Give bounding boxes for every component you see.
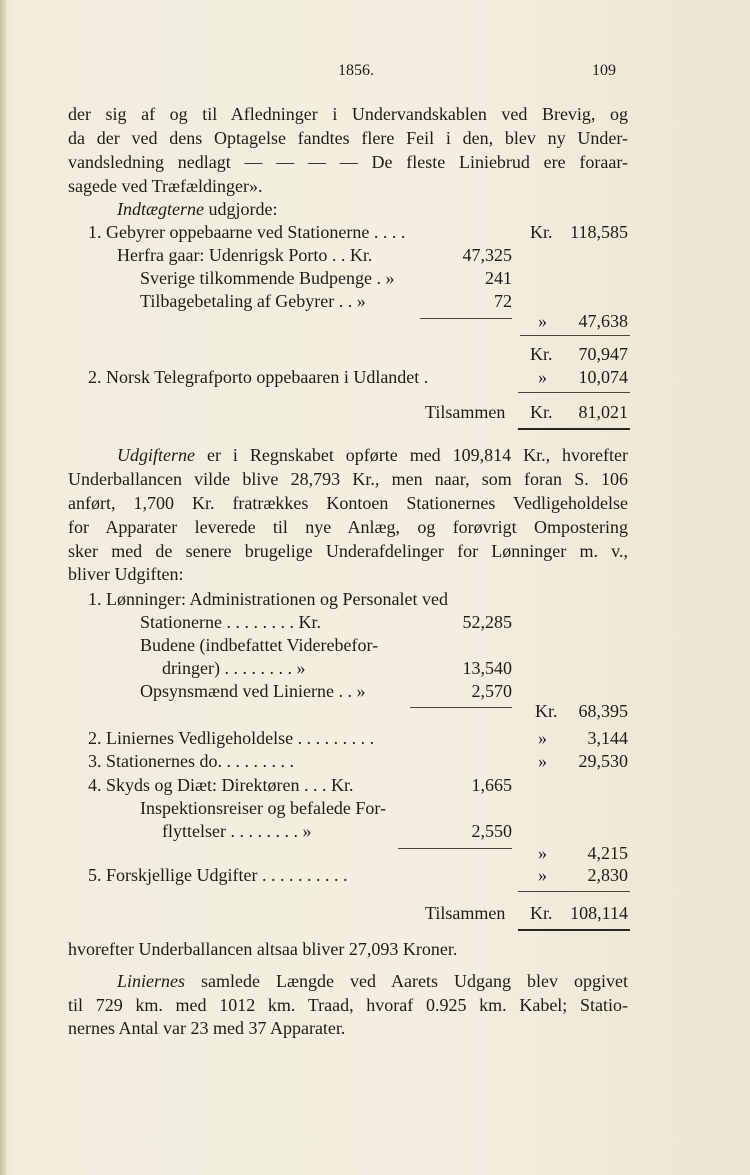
expense-4-total: 4,215 <box>587 843 628 863</box>
expenses-intro-line-5: sker med de senere brugelige Underafdelinger for Lønninger m. v., <box>68 541 628 561</box>
expense-1-currency: Kr. <box>535 701 558 721</box>
expenses-heading-italic: Udgifterne <box>117 445 195 465</box>
expense-item-4-value: 1,665 <box>471 775 512 795</box>
lines-para-line-3: nernes Antal var 23 med 37 Apparater. <box>68 1018 346 1038</box>
income-total-label: Tilsammen <box>425 402 506 422</box>
income-total-rule-bottom <box>518 428 630 430</box>
expense-item-3-mark: » <box>538 751 547 771</box>
page-edge <box>0 0 6 1175</box>
intro-line-3: vandsledning nedlagt — — — — De fleste Liniebrud ere foraar- <box>68 152 628 172</box>
income-sverige-label: Sverige tilkommende Budpenge . » <box>140 268 395 288</box>
expenses-intro-line-6: bliver Udgiften: <box>68 564 184 584</box>
income-item-1-currency: Kr. <box>530 222 553 242</box>
expense-item-2-mark: » <box>538 728 547 748</box>
income-herfra-label: Herfra gaar: Udenrigsk Porto . . Kr. <box>117 245 373 265</box>
lines-para-line-1 <box>117 970 628 992</box>
income-net-currency: Kr. <box>530 344 553 364</box>
expense-4b-label-1: Inspektionsreiser og befalede For- <box>140 798 387 818</box>
expense-1c-value: 2,570 <box>471 681 512 701</box>
expense-1-total: 68,395 <box>578 701 628 721</box>
expense-1-rule <box>410 707 512 708</box>
intro-line-1: der sig af og til Afledninger i Undervandskablen ved Brevig, og <box>68 104 628 124</box>
lines-para-line-2: til 729 km. med 1012 km. Traad, hvoraf 0.925 km. Kabel; Statio- <box>68 995 628 1015</box>
expense-4b-label-2: flyttelser . . . . . . . . » <box>162 821 312 841</box>
expense-item-2-label: 2. Liniernes Vedligeholdelse . . . . . . . . . <box>88 728 375 748</box>
expense-total-value: 108,114 <box>570 903 628 923</box>
expense-1a-label: Stationerne . . . . . . . . Kr. <box>140 612 321 632</box>
expense-item-3-value: 29,530 <box>578 751 628 771</box>
income-deduct-total: 47,638 <box>578 311 628 331</box>
intro-line-2: da der ved dens Optagelse fandtes flere Feil i den, blev ny Under- <box>68 128 628 148</box>
expenses-intro-first-rest: er i Regnskabet opførte med 109,814 Kr., hvorefter <box>206 445 628 465</box>
expense-item-5-label: 5. Forskjellige Udgifter . . . . . . . . . . <box>88 865 348 885</box>
income-item-2-mark: » <box>538 367 547 387</box>
expenses-intro-line-2: Underballancen vilde blive 28,793 Kr., men naar, som foran S. 106 <box>68 469 628 489</box>
income-deduct-mark: » <box>538 311 547 331</box>
expense-item-5-value: 2,830 <box>587 865 628 885</box>
income-tilbage-value: 72 <box>494 291 512 311</box>
income-item-2-value: 10,074 <box>578 367 628 387</box>
income-tilbage-label: Tilbagebetaling af Gebyrer . . » <box>140 291 366 311</box>
expense-1c-label: Opsynsmænd ved Linierne . . » <box>140 681 366 701</box>
page-number: 109 <box>592 62 616 79</box>
expense-item-4-label: 4. Skyds og Diæt: Direktøren . . . Kr. <box>88 775 354 795</box>
income-sverige-value: 241 <box>485 268 512 288</box>
income-total-rule-top <box>518 392 630 393</box>
expense-total-rule-top <box>518 891 630 892</box>
expense-total-rule-bottom <box>518 929 630 931</box>
income-net-value: 70,947 <box>578 344 628 364</box>
expense-1b-label-2: dringer) . . . . . . . . » <box>162 658 306 678</box>
expense-4-mark: » <box>538 843 547 863</box>
expense-4-rule <box>398 848 512 849</box>
expense-total-currency: Kr. <box>530 903 553 923</box>
intro-line-4: sagede ved Træfældinger». <box>68 176 263 196</box>
income-item-1-value: 118,585 <box>570 222 628 242</box>
expense-1b-label-1: Budene (indbefattet Viderebefor- <box>140 635 379 655</box>
income-herfra-value: 47,325 <box>462 245 512 265</box>
income-heading-italic: Indtægterne <box>117 199 204 219</box>
lines-heading-italic: Liniernes <box>117 971 186 991</box>
expense-item-2-value: 3,144 <box>587 728 628 748</box>
expenses-intro-line-3: anført, 1,700 Kr. fratrækkes Kontoen Stationernes Vedligeholdelse <box>68 493 628 513</box>
income-total-currency: Kr. <box>530 402 553 422</box>
expense-4b-value: 2,550 <box>471 821 512 841</box>
income-heading <box>117 198 278 220</box>
expense-item-5-mark: » <box>538 865 547 885</box>
income-net-rule <box>520 335 630 336</box>
expense-1b-value: 13,540 <box>462 658 512 678</box>
income-item-1-label: 1. Gebyrer oppebaarne ved Stationerne . . . . <box>88 222 406 242</box>
income-heading-rest: udgjorde: <box>208 199 278 219</box>
income-item-2-label: 2. Norsk Telegrafporto oppebaaren i Udlandet . <box>88 367 429 387</box>
income-deduction-rule <box>420 318 512 319</box>
income-total-value: 81,021 <box>578 402 628 422</box>
conclusion-line: hvorefter Underballancen altsaa bliver 27,093 Kroner. <box>68 939 458 959</box>
expense-total-label: Tilsammen <box>425 903 506 923</box>
expense-item-3-label: 3. Stationernes do. . . . . . . . . <box>88 751 294 771</box>
lines-para-first-rest: samlede Længde ved Aarets Udgang blev opgivet <box>201 971 628 991</box>
expense-item-1-label: 1. Lønninger: Administrationen og Personalet ved <box>88 589 448 609</box>
page-year: 1856. <box>338 62 374 79</box>
expenses-intro-line-1 <box>117 444 628 466</box>
expense-1a-value: 52,285 <box>462 612 512 632</box>
expenses-intro-line-4: for Apparater leverede til nye Anlæg, og forøvrigt Ompostering <box>68 517 628 537</box>
